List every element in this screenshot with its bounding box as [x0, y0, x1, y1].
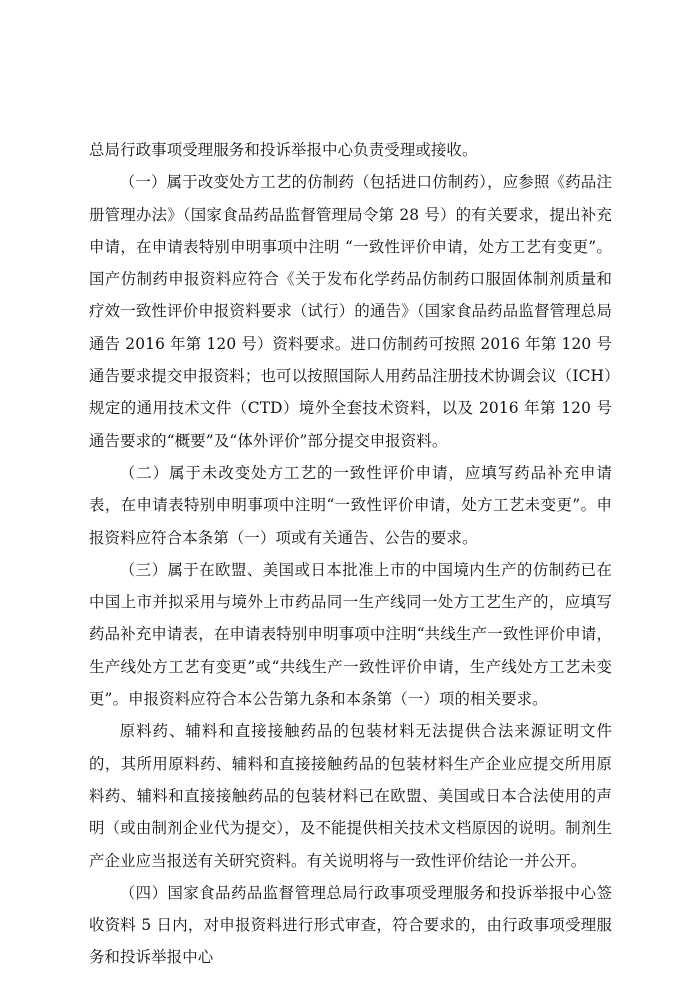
paragraph-item-3: （三）属于在欧盟、美国或日本批准上市的中国境内生产的仿制药已在中国上市并拟采用与境外上市药品同一生产线同一处方工艺生产的，应填写药品补充申请表，在申请表特别申明事项中注明“共线生产一致性评价申请，生产线处方工艺有变更”或“共线生产一致性评价申请，生产线处方工艺未变更”。申报资料应符合本公告第九条和本条第（一）项的相关要求。 [89, 560, 612, 709]
paragraph-item-1: （一）属于改变处方工艺的仿制药（包括进口仿制药），应参照《药品注册管理办法》（国家食品药品监督管理局令第 28 号）的有关要求，提出补充申请，在申请表特别申明事项中注明 “一致性评价申请，处方工艺有变更”。国产仿制药申报资料应符合《关于发布化学药品仿制药口服固体制剂质量和疗效一致性评价申报资料要求（试行）的通告》（国家食品药品监督管理总局通告 2016 年第 120 号）资料要求。进口仿制药可按照 2016 年第 120 号通告要求提交申报资料；也可以按照国际人用药品注册技术协调会议（ICH）规定的通用技术文件（CTD）境外全套技术资料，以及 2016 年第 120 号通告要求的“概要”及“体外评价”部分提交申报资料。 [89, 173, 612, 450]
paragraph-raw-materials-note: 原料药、辅料和直接接触药品的包装材料无法提供合法来源证明文件的，其所用原料药、辅料和直接接触药品的包装材料生产企业应提交所用原料药、辅料和直接接触药品的包装材料已在欧盟、美国或日本合法使用的声明（或由制剂企业代为提交），及不能提供相关技术文档原因的说明。制剂生产企业应当报送有关研究资料。有关说明将与一致性评价结论一并公开。 [89, 722, 612, 870]
paragraph-continuation: 总局行政事项受理服务和投诉举报中心负责受理或接收。 [89, 141, 478, 159]
paragraph-item-4: （四）国家食品药品监督管理总局行政事项受理服务和投诉举报中心签收资料 5 日内，对申报资料进行形式审查，符合要求的，由行政事项受理服务和投诉举报中心 [89, 883, 612, 967]
paragraph-item-2: （二）属于未改变处方工艺的一致性评价申请，应填写药品补充申请表，在申请表特别申明事项中注明“一致性评价申请，处方工艺未变更”。申报资料应符合本条第（一）项或有关通告、公告的要求。 [89, 463, 612, 547]
